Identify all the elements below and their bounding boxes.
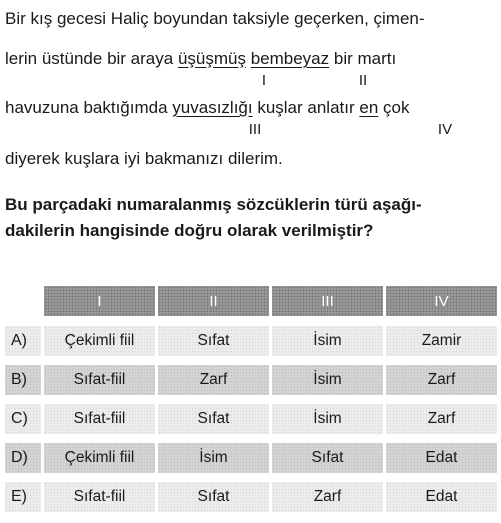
question-line-2: dakilerin hangisinde doğru olarak verilmiştir? xyxy=(5,221,374,240)
underlined-word-1: üşüşmüş xyxy=(177,49,246,68)
underlined-word-2: bembeyaz xyxy=(250,49,330,68)
option-row-c[interactable] xyxy=(5,404,497,434)
table-cell: Edat xyxy=(386,443,497,473)
table-cell: Sıfat xyxy=(158,404,269,434)
marker-2: II xyxy=(358,72,368,89)
table-cell: Sıfat-fiil xyxy=(44,482,155,512)
option-row-d[interactable] xyxy=(5,443,497,473)
passage-line-1: Bir kış gecesi Haliç boyundan taksiyle geçerken, çimen- xyxy=(5,9,425,28)
table-cell: Sıfat xyxy=(158,482,269,512)
option-label: E) xyxy=(5,482,41,512)
option-label: A) xyxy=(5,326,41,356)
passage-text: bir martı xyxy=(329,49,397,68)
option-row-a[interactable] xyxy=(5,326,497,356)
table-cell: Sıfat xyxy=(158,326,269,356)
marker-4: IV xyxy=(437,121,453,138)
option-label: B) xyxy=(5,365,41,395)
underlined-word-4: en xyxy=(359,98,379,117)
option-label: C) xyxy=(5,404,41,434)
table-cell: İsim xyxy=(158,443,269,473)
table-cell: Zarf xyxy=(272,482,383,512)
table-cell: Sıfat-fiil xyxy=(44,404,155,434)
table-cell: Sıfat xyxy=(272,443,383,473)
passage-text: çok xyxy=(378,98,410,117)
header-cell-1: I xyxy=(44,286,155,316)
marker-1: I xyxy=(261,72,267,89)
table-cell: İsim xyxy=(272,326,383,356)
option-label: D) xyxy=(5,443,41,473)
header-cell-2: II xyxy=(158,286,269,316)
passage-line-3 xyxy=(5,97,497,119)
passage-line-2 xyxy=(5,48,497,70)
table-cell: Çekimli fiil xyxy=(44,443,155,473)
table-cell: Zarf xyxy=(158,365,269,395)
table-header xyxy=(44,286,497,316)
question-line-1: Bu parçadaki numaralanmış sözcüklerin türü aşağı- xyxy=(5,195,422,214)
underlined-word-3: yuvasızlığı xyxy=(172,98,253,117)
passage-text: lerin üstünde bir araya xyxy=(5,49,178,68)
table-cell: Çekimli fiil xyxy=(44,326,155,356)
table-cell: Sıfat-fiil xyxy=(44,365,155,395)
passage-text: havuzuna baktığımda xyxy=(5,98,173,117)
marker-3: III xyxy=(248,121,262,138)
table-cell: İsim xyxy=(272,365,383,395)
passage-line-4: diyerek kuşlara iyi bakmanızı dilerim. xyxy=(5,149,283,168)
table-cell: Zarf xyxy=(386,404,497,434)
table-cell: Zarf xyxy=(386,365,497,395)
table-cell: Zamir xyxy=(386,326,497,356)
header-cell-3: III xyxy=(272,286,383,316)
passage-text: kuşlar anlatır xyxy=(252,98,360,117)
table-cell: İsim xyxy=(272,404,383,434)
option-row-e[interactable] xyxy=(5,482,497,512)
header-cell-4: IV xyxy=(386,286,497,316)
option-row-b[interactable] xyxy=(5,365,497,395)
table-cell: Edat xyxy=(386,482,497,512)
